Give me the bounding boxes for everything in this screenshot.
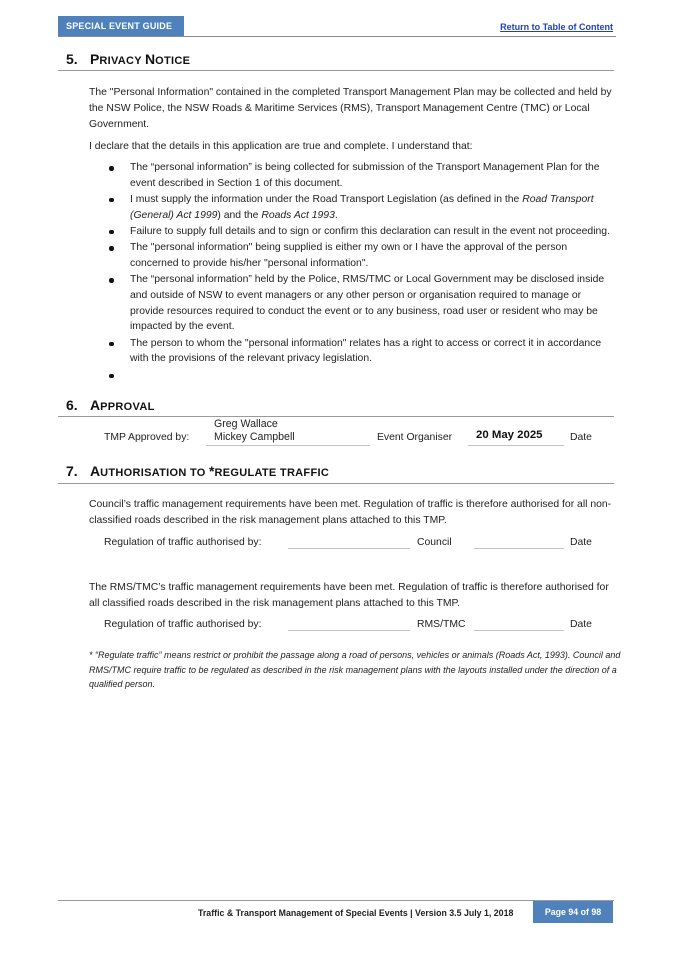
declaration-paragraph: I declare that the details in this application are true and complete. I understand that: <box>89 141 473 152</box>
rms-authority-label: RMS/TMC <box>417 619 466 630</box>
section-6-rule <box>58 416 614 417</box>
bullet-text: I must supply the information under the Road Transport Legislation (as defined in the <box>130 193 523 205</box>
council-signature-line <box>288 548 410 549</box>
bullet-act-name: Roads Act 1993 <box>261 209 335 221</box>
list-item <box>89 336 617 367</box>
section-7-title-initial: A <box>90 463 101 479</box>
guide-label: SPECIAL EVENT GUIDE <box>66 21 173 31</box>
page-number: Page 94 of 98 <box>544 907 602 917</box>
approver-name-2: Mickey Campbell <box>214 431 295 443</box>
privacy-paragraph: The "Personal Information" contained in the completed Transport Management Plan may be collected and held by the NSW Police, the NSW Roads & Maritime Services (RMS), Transport Management Centre (TMC) or Local Government. <box>89 87 612 130</box>
tmp-approved-by-label: TMP Approved by: <box>104 432 190 443</box>
section-7-title-star: * <box>209 463 215 479</box>
header-band <box>58 16 184 36</box>
bullet-icon <box>109 342 114 347</box>
list-item <box>89 160 617 191</box>
approver-name-1: Greg Wallace <box>214 418 278 430</box>
bullet-text: The person to whom the "personal information" relates has a right to access or correct it in accordance with the provisions of the relevant privacy legislation. <box>130 337 602 365</box>
bullet-icon <box>109 374 114 379</box>
bullet-icon <box>109 278 114 283</box>
section-6-title-initial: A <box>90 397 101 413</box>
bullet-icon <box>109 246 114 251</box>
list-item <box>89 224 617 240</box>
bullet-text: . <box>334 209 338 221</box>
bullet-act-name: Road Transport (General) Act 1999 <box>130 193 594 221</box>
section-5-heading <box>66 51 190 67</box>
bullet-text: The “personal information” held by the Police, RMS/TMC or Local Government may be disclosed inside and outside of NSW to event managers or any other person or organisation required to manage or provide resources required to conduct the event or to any business, road user or resident who may be impacted by the event. <box>130 274 605 333</box>
list-item <box>89 240 617 271</box>
section-6-number: 6. <box>66 397 78 413</box>
approval-date-line <box>468 445 564 446</box>
council-date-line <box>474 548 564 549</box>
section-7-heading <box>66 463 329 479</box>
list-item <box>89 272 617 334</box>
section-5-title-initial2: N <box>145 51 156 67</box>
event-organiser-label: Event Organiser <box>377 432 453 443</box>
footer-document-title: Traffic & Transport Management of Special Events | Version 3.5 July 1, 2018 <box>198 908 514 918</box>
approval-date-value: 20 May 2025 <box>476 429 543 441</box>
bullet-icon <box>109 198 114 203</box>
page-number-badge <box>533 901 613 923</box>
rms-signature-line <box>288 630 410 631</box>
return-to-toc-link[interactable]: Return to Table of Content <box>500 22 613 32</box>
section-7-title-rest2: REGULATE TRAFFIC <box>214 467 330 479</box>
list-item <box>89 368 617 384</box>
header-divider <box>58 36 616 37</box>
privacy-bullet-list <box>89 160 617 384</box>
section-5-number: 5. <box>66 51 78 67</box>
rms-regulation-label: Regulation of traffic authorised by: <box>104 619 262 630</box>
bullet-icon <box>109 230 114 235</box>
approver-signature-line <box>206 445 370 446</box>
council-regulation-label: Regulation of traffic authorised by: <box>104 537 262 548</box>
council-authority-label: Council <box>417 537 452 548</box>
bullet-text: ) and the <box>217 209 262 221</box>
section-6-title-rest: PPROVAL <box>100 401 155 413</box>
approval-date-label: Date <box>570 432 592 443</box>
section-5-title-rest2: OTICE <box>155 55 191 67</box>
bullet-icon <box>109 166 114 171</box>
list-item <box>89 192 617 223</box>
section-7-number: 7. <box>66 463 78 479</box>
rms-date-label: Date <box>570 619 592 630</box>
rms-paragraph: The RMS/TMC’s traffic management requirements have been met. Regulation of traffic is therefore authorised for all classified roads described in the risk management plans attached to this TMP. <box>89 582 609 609</box>
council-date-label: Date <box>570 537 592 548</box>
section-5-title-initial: P <box>90 51 100 67</box>
section-6-heading <box>66 397 155 413</box>
regulate-traffic-footnote: * “Regulate traffic” means restrict or prohibit the passage along a road of persons, vehicles or animals (Roads Act, 1993). Council and RMS/TMC require traffic to be regulated as described in the risk management plans with the layouts installed under the direction of a qualified person. <box>89 650 621 689</box>
footer-divider <box>58 900 614 901</box>
rms-date-line <box>474 630 564 631</box>
bullet-text: Failure to supply full details and to sign or confirm this declaration can result in the event not proceeding. <box>130 225 610 237</box>
bullet-text: The “personal information” is being collected for submission of the Transport Management Plan for the event described in Section 1 of this document. <box>130 162 600 189</box>
section-5-rule <box>58 70 614 71</box>
bullet-text: The "personal information" being supplied is either my own or I have the approval of the person concerned to provide his/her "personal information". <box>130 242 568 269</box>
section-7-rule <box>58 483 614 484</box>
council-paragraph: Council’s traffic management requirements have been met. Regulation of traffic is therefore authorised for all non-classified roads described in the risk management plans attached to this TMP. <box>89 499 612 526</box>
section-7-title-rest: UTHORISATION TO <box>100 467 210 479</box>
section-5-title-rest: RIVACY <box>99 55 146 67</box>
